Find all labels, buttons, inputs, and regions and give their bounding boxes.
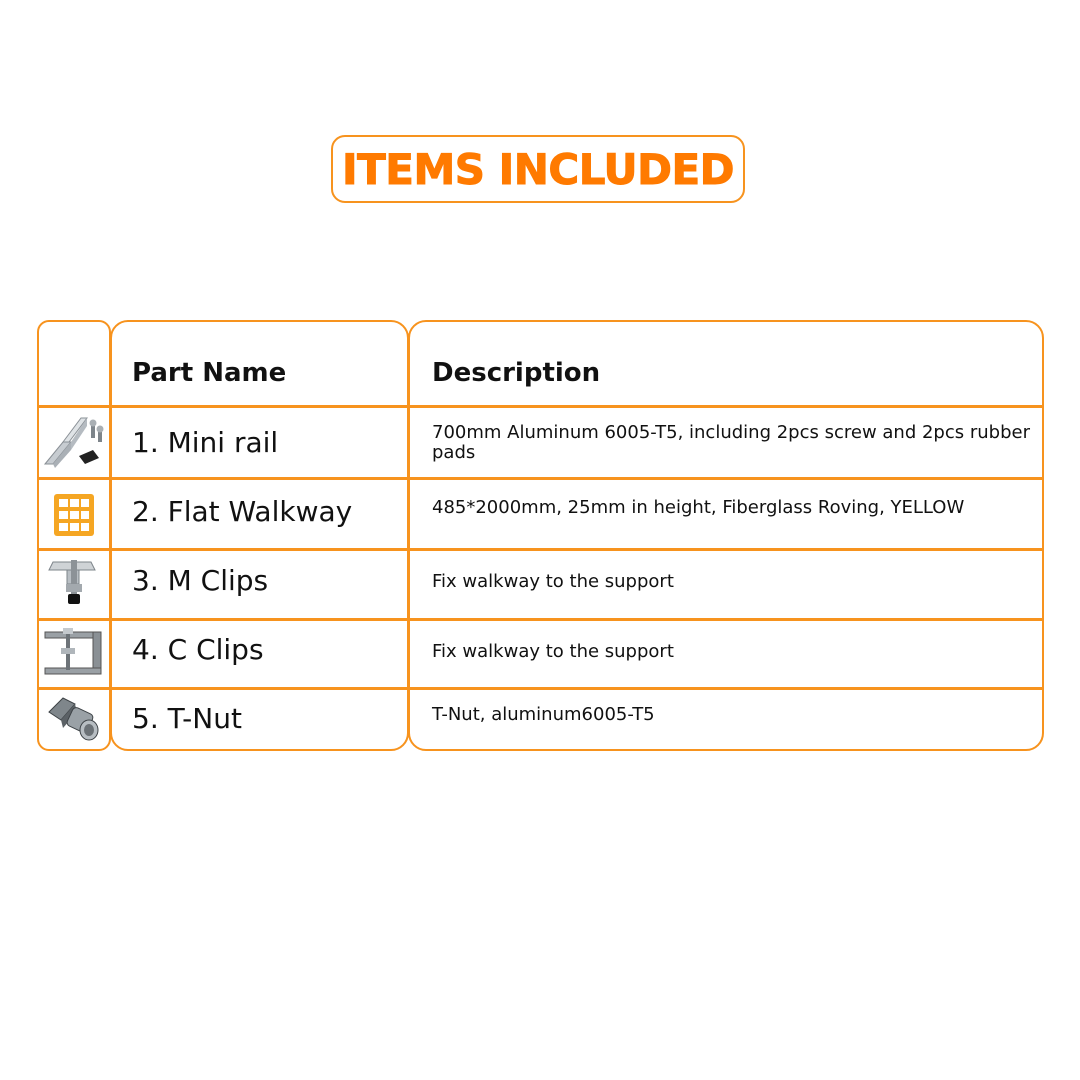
t-nut-icon	[41, 690, 107, 750]
description-5: T-Nut, aluminum6005-T5	[432, 704, 655, 725]
header-divider	[37, 405, 1044, 408]
row-divider	[37, 477, 1044, 480]
header-part-name: Part Name	[132, 358, 287, 388]
page-title: ITEMS INCLUDED	[341, 144, 735, 194]
row-divider	[37, 687, 1044, 690]
part-name-1: 1. Mini rail	[132, 426, 279, 459]
row-divider	[37, 548, 1044, 551]
part-name-5: 5. T-Nut	[132, 702, 242, 735]
c-clip-icon	[41, 624, 107, 684]
description-3: Fix walkway to the support	[432, 571, 674, 592]
mini-rail-icon	[41, 412, 107, 472]
m-clip-icon	[41, 554, 107, 614]
title-box	[331, 135, 745, 203]
description-2: 485*2000mm, 25mm in height, Fiberglass Roving, YELLOW	[432, 497, 965, 518]
part-name-3: 3. M Clips	[132, 564, 269, 597]
description-1: 700mm Aluminum 6005-T5, including 2pcs screw and 2pcs rubber pads	[432, 422, 1030, 463]
header-description: Description	[432, 358, 601, 388]
grating-icon	[41, 484, 107, 544]
part-name-4: 4. C Clips	[132, 633, 264, 666]
row-divider	[37, 618, 1044, 621]
part-name-2: 2. Flat Walkway	[132, 495, 353, 528]
description-4: Fix walkway to the support	[432, 641, 674, 662]
